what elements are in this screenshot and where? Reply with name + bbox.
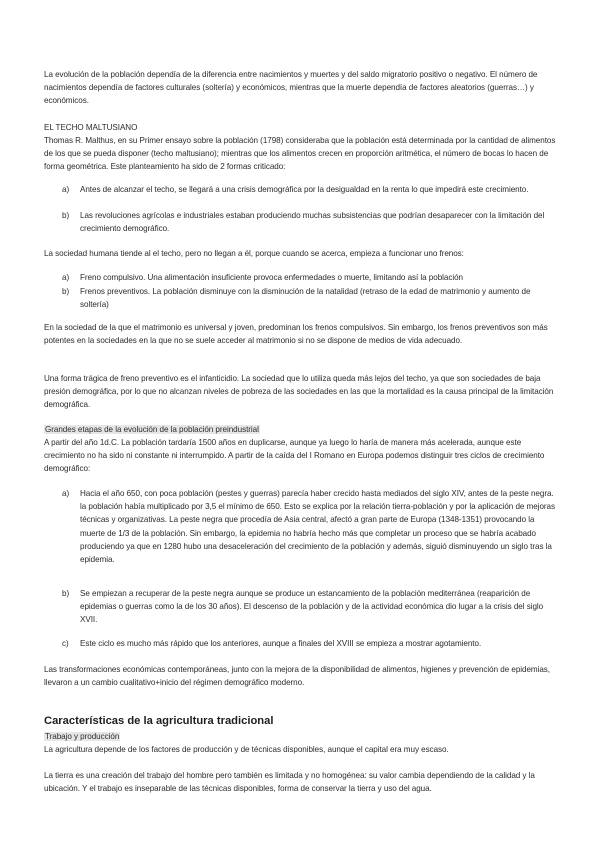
conclusion-paragraph: Las transformaciones económicas contemporáneas, junto con la mejora de la disponibilidad de alimentos, higienes y prevención de epidemias, llevaron a un cambio cualitativo+inicio del régimen demográfico moderno. [44,665,551,688]
list-item: Antes de alcanzar el techo, se llegará a una crisis demográfica por la desigualdad en la renta lo que impedirá este crecimiento. [80,185,529,194]
techo-paragraph: Thomas R. Malthus, en su Primer ensayo sobre la población (1798) consideraba que la población está determinada por la cantidad de alimentos de los que se pueda disponer (techo maltusiano); mientras que los alimentos crecen en proporción aritmética, el número de bocas lo hacen de forma geométrica. Este planteamiento ha sido de 2 formas criticado: [44,136,556,172]
list-item: Frenos preventivos. La población disminuye con la disminución de la natalidad (retraso de la edad de matrimonio y aumento de soltería) [80,287,531,310]
highlighted-heading: Grandes etapas de la evolución de la población preindustrial [45,425,259,434]
list-marker: b) [62,211,70,220]
list-marker: b) [62,287,70,296]
list-item: Freno compulsivo. Una alimentación insuficiente provoca enfermedades o muerte, limitando así la población [80,273,464,282]
frenos-intro-paragraph: La sociedad humana tiende al el techo, pero no llegan a él, porque cuando se acerca, empieza a funcionar uno frenos: [44,249,464,258]
list-item: Las revoluciones agrícolas e industriales estaban produciendo muchas subsistencias que podrían desaparecer con la limitación del crecimiento demográfico. [80,211,545,234]
list-item: Se empiezan a recuperar de la peste negra aunque se produce un estancamiento de la población mediterránea (reaparición de epidemias o guerras como la de los 30 años). El descenso de la población y de la actividad económica dio lugar a la crisis del siglo XVII. [80,589,544,625]
etapas-paragraph: A partir del año 1d.C. La población tardaría 1500 años en duplicarse, aunque ya luego lo haría de manera más acelerada, aunque este crecimiento no ha sido ni constante ni interrumpido. A partir de la caída del I Romano en Europa podemos distinguir tres ciclos de crecimiento demográfico: [44,438,545,474]
list-marker: a) [62,185,70,194]
list-item: Hacia el año 650, con poca población (pestes y guerras) parecía haber crecido hasta mediados del siglo XIV, antes de la peste negra. la población había multiplicado por 3,5 el mínimo de 650. Esto se explica por la relación tierra-población y por la aplicación de mejoras técnicas y organizativas. La peste negra que procedía de Asia central, afectó a gran parte de Europa (1348-1351) provocando la muerte de 1/3 de la población. Sin embargo, la epidemia no habría hecho más que completar un proceso que se habría acabado produciendo ya que en 1280 hubo una desaceleración del crecimiento de la población y además, siguió disminuyendo un siglo tras la epidemia. [80,489,555,565]
section-title-agricultura: Características de la agricultura tradicional [44,715,274,727]
list-item: Este ciclo es mucho más rápido que los anteriores, aunque a finales del XVIII se empieza a mostrar agotamiento. [80,639,482,648]
highlighted-subheading: Trabajo y producción [45,732,120,741]
agricultura-paragraph-2: La tierra es una creación del trabajo del hombre pero también es limitada y no homogénea: su valor cambia dependiendo de la calidad y la ubicación. Y el trabajo es inseparable de las técnicas disponibles, forma de conservar la tierra y uso del agua. [44,771,535,794]
subheading [44,730,556,743]
list-marker: c) [62,639,69,648]
agricultura-paragraph-1: La agricultura depende de los factores de producción y de técnicas disponibles, aunque el capital era muy escaso. [44,745,449,754]
section-heading-etapas [44,423,556,436]
list-marker: a) [62,273,70,282]
infanticidio-paragraph: Una forma trágica de freno preventivo es el infanticidio. La sociedad que lo utiliza queda más lejos del techo, ya que son sociedades de baja presión demográfica, por lo que no alcanzan niveles de pobreza de las sociedades en las que la mortalidad es la causa principal de la limitación demográfica. [44,374,554,410]
list-marker: b) [62,589,70,598]
intro-paragraph: La evolución de la población dependía de la diferencia entre nacimientos y muertes y del saldo migratorio positivo o negativo. El número de nacimientos dependía de factores culturales (soltería) y económicos, mientras que la muerte dependía de factores aleatorios (guerras…) y económicos. [44,70,538,106]
matrimonio-paragraph: En la sociedad de la que el matrimonio es universal y joven, predominan los frenos compulsivos. Sin embargo, los frenos preventivos son más potentes en la sociedades en la que no se suele acceder al matrimonio si no se dispone de medios de vida adecuado. [44,323,548,346]
section-heading-techo: EL TECHO MALTUSIANO [44,123,138,132]
list-marker: a) [62,489,70,498]
